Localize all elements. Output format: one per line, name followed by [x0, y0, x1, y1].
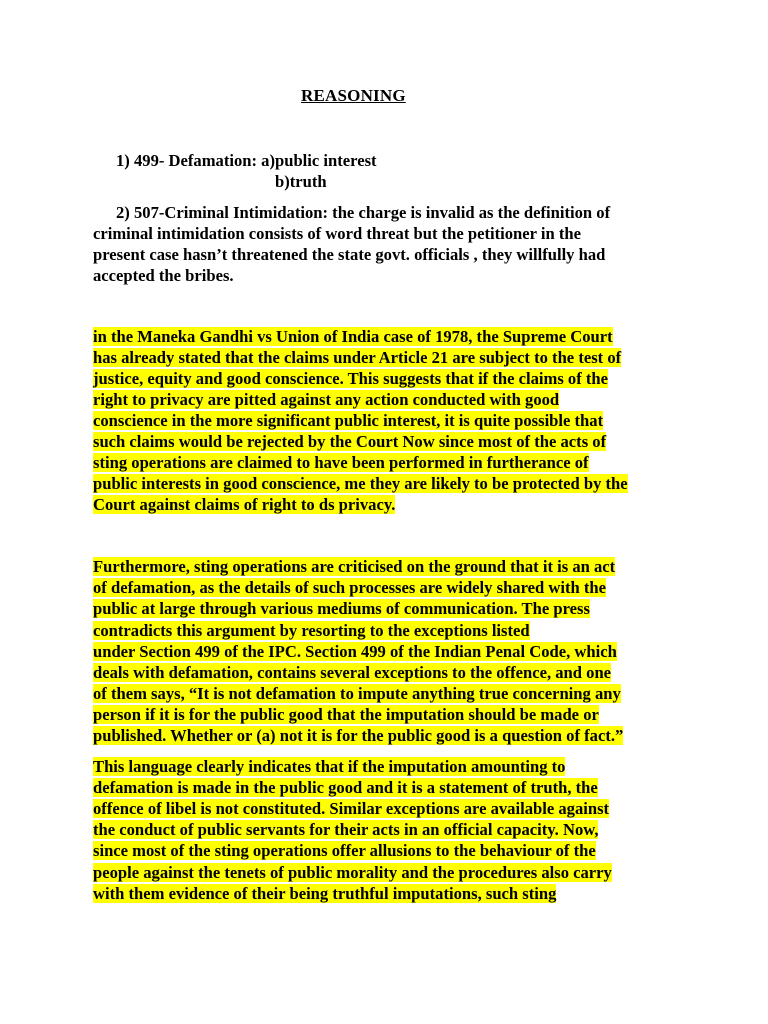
- paragraph-line: [93, 683, 621, 704]
- paragraph-line: [93, 410, 603, 431]
- list-item-2-line-2: criminal intimidation consists of word threat but the petitioner in the: [93, 224, 581, 243]
- paragraph-line: [93, 620, 530, 641]
- highlighted-text: since most of the sting operations offer allusions to the behaviour of the: [93, 841, 596, 860]
- paragraph-line: [93, 556, 615, 577]
- highlighted-text: conscience in the more significant public interest, it is quite possible that: [93, 411, 604, 430]
- highlighted-text: contradicts this argument by resorting to the exceptions listed: [93, 621, 530, 640]
- paragraph-line: [93, 862, 612, 883]
- paragraph-line: [93, 452, 589, 473]
- list-item-1-line-1: 1) 499- Defamation: a)public interest: [116, 151, 377, 170]
- highlighted-text: such claims would be rejected by the Court Now since most of the acts of: [93, 432, 607, 451]
- paragraph-line: [93, 494, 395, 515]
- highlighted-text: deals with defamation, contains several exceptions to the offence, and one: [93, 663, 612, 682]
- highlighted-text: public at large through various mediums of communication. The press: [93, 599, 590, 618]
- paragraph-line: [93, 725, 623, 746]
- paragraph-line: [93, 641, 617, 662]
- highlighted-text: with them evidence of their being truthful imputations, such sting: [93, 884, 557, 903]
- highlighted-text: published. Whether or (a) not it is for the public good is a question of fact.”: [93, 726, 624, 745]
- highlighted-text: offence of libel is not constituted. Similar exceptions are available against: [93, 799, 610, 818]
- highlighted-text: right to privacy are pitted against any action conducted with good: [93, 390, 560, 409]
- highlighted-text: This language clearly indicates that if the imputation amounting to: [93, 757, 566, 776]
- highlighted-text: of defamation, as the details of such processes are widely shared with the: [93, 578, 607, 597]
- highlighted-text: person if it is for the public good that the imputation should be made or: [93, 705, 599, 724]
- paragraph-line: [93, 662, 611, 683]
- paragraph-line: [93, 389, 559, 410]
- list-item-1-line-2: b)truth: [275, 172, 327, 191]
- paragraph-line: [93, 883, 556, 904]
- highlighted-text: of them says, “It is not defamation to impute anything true concerning any: [93, 684, 621, 703]
- paragraph-line: [93, 326, 613, 347]
- highlighted-text: under Section 499 of the IPC. Section 499 of the Indian Penal Code, which: [93, 642, 617, 661]
- highlighted-text: people against the tenets of public morality and the procedures also carry: [93, 863, 612, 882]
- page-title: REASONING: [301, 86, 406, 105]
- paragraph-line: [93, 431, 606, 452]
- paragraph-line: [93, 798, 609, 819]
- paragraph-line: [93, 840, 596, 861]
- highlighted-text: justice, equity and good conscience. This suggests that if the claims of the: [93, 369, 609, 388]
- highlighted-text: has already stated that the claims under Article 21 are subject to the test of: [93, 348, 622, 367]
- highlighted-text: Court against claims of right to ds privacy.: [93, 495, 396, 514]
- list-item-2-line-4: accepted the bribes.: [93, 266, 234, 285]
- list-item-2-line-3: present case hasn’t threatened the state govt. officials , they willfully had: [93, 245, 606, 264]
- paragraph-line: [93, 347, 621, 368]
- highlighted-text: the conduct of public servants for their acts in an official capacity. Now,: [93, 820, 599, 839]
- paragraph-line: [93, 473, 628, 494]
- paragraph-line: [93, 368, 608, 389]
- highlighted-text: Furthermore, sting operations are criticised on the ground that it is an act: [93, 557, 616, 576]
- paragraph-line: [93, 598, 590, 619]
- paragraph-line: [93, 756, 565, 777]
- highlighted-text: defamation is made in the public good and it is a statement of truth, the: [93, 778, 598, 797]
- highlighted-text: public interests in good conscience, me they are likely to be protected by the: [93, 474, 628, 493]
- paragraph-line: [93, 704, 599, 725]
- paragraph-line: [93, 777, 598, 798]
- highlighted-text: in the Maneka Gandhi vs Union of India case of 1978, the Supreme Court: [93, 327, 613, 346]
- list-item-2-line-1: 2) 507-Criminal Intimidation: the charge is invalid as the definition of: [116, 203, 611, 222]
- highlighted-text: sting operations are claimed to have been performed in furtherance of: [93, 453, 589, 472]
- paragraph-line: [93, 577, 606, 598]
- paragraph-line: [93, 819, 598, 840]
